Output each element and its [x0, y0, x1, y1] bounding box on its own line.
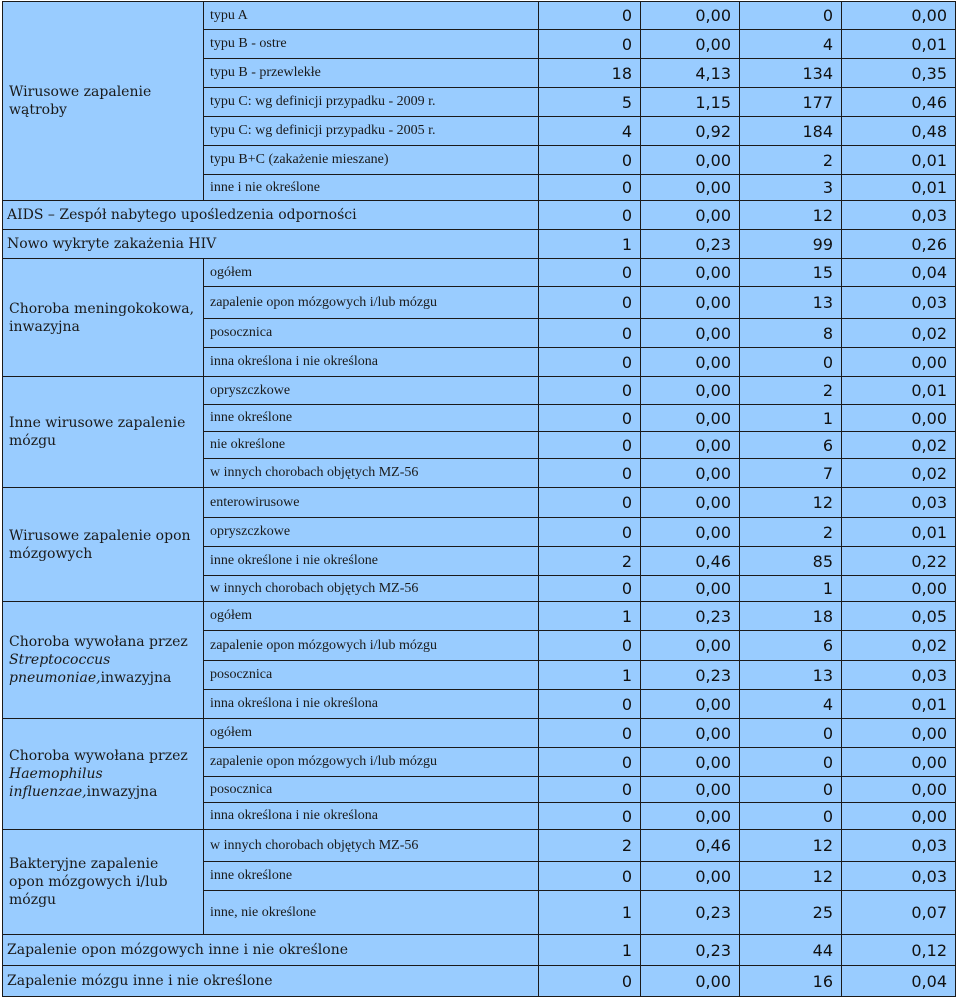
cases-count: 0 [539, 201, 641, 230]
cases-count: 0 [539, 690, 641, 719]
cases-count-cumulative: 2 [740, 377, 842, 405]
subcategory-label: ogółem [204, 719, 539, 748]
table-row [3, 2, 956, 30]
incidence-rate: 0,00 [641, 690, 740, 719]
incidence-rate-cumulative: 0,03 [842, 488, 956, 518]
incidence-rate-cumulative: 0,48 [842, 117, 956, 146]
subcategory-label: inna określona i nie określona [204, 803, 539, 830]
cases-count-cumulative: 15 [740, 259, 842, 287]
incidence-rate: 0,00 [641, 259, 740, 287]
incidence-rate: 0,23 [641, 230, 740, 259]
cases-count-cumulative: 4 [740, 690, 842, 719]
category-label: Wirusowe zapalenie wątroby [3, 2, 204, 201]
incidence-rate-cumulative: 0,00 [842, 2, 956, 30]
subcategory-label: opryszczkowe [204, 377, 539, 405]
cases-count-cumulative: 0 [740, 748, 842, 777]
cases-count-cumulative: 4 [740, 30, 842, 59]
cases-count-cumulative: 1 [740, 576, 842, 602]
disease-statistics-table [2, 1, 956, 997]
cases-count-cumulative: 184 [740, 117, 842, 146]
incidence-rate: 0,46 [641, 547, 740, 576]
cases-count-cumulative: 0 [740, 348, 842, 377]
incidence-rate-cumulative: 0,02 [842, 631, 956, 661]
cases-count: 0 [539, 30, 641, 59]
cases-count: 0 [539, 175, 641, 201]
cases-count: 0 [539, 862, 641, 891]
cases-count: 0 [539, 432, 641, 459]
full-row-label: AIDS – Zespół nabytego upośledzenia odporności [3, 201, 539, 230]
cases-count: 1 [539, 891, 641, 935]
cases-count-cumulative: 6 [740, 432, 842, 459]
incidence-rate: 0,23 [641, 891, 740, 935]
subcategory-label: w innych chorobach objętych MZ-56 [204, 459, 539, 488]
cases-count: 0 [539, 377, 641, 405]
cases-count: 1 [539, 602, 641, 631]
cases-count-cumulative: 12 [740, 201, 842, 230]
cases-count: 0 [539, 319, 641, 348]
cases-count: 0 [539, 2, 641, 30]
full-row-label: Zapalenie mózgu inne i nie określone [3, 966, 539, 997]
incidence-rate-cumulative: 0,02 [842, 459, 956, 488]
incidence-rate: 0,00 [641, 30, 740, 59]
cases-count: 1 [539, 935, 641, 966]
cases-count-cumulative: 8 [740, 319, 842, 348]
cases-count: 0 [539, 405, 641, 432]
incidence-rate: 0,00 [641, 405, 740, 432]
incidence-rate: 0,00 [641, 488, 740, 518]
incidence-rate: 0,00 [641, 287, 740, 319]
cases-count-cumulative: 0 [740, 719, 842, 748]
incidence-rate: 0,00 [641, 377, 740, 405]
incidence-rate-cumulative: 0,01 [842, 175, 956, 201]
cases-count-cumulative: 1 [740, 405, 842, 432]
cases-count: 5 [539, 88, 641, 117]
table-row [3, 830, 956, 862]
table-row [3, 966, 956, 997]
incidence-rate-cumulative: 0,01 [842, 377, 956, 405]
cases-count: 2 [539, 830, 641, 862]
subcategory-label: w innych chorobach objętych MZ-56 [204, 830, 539, 862]
incidence-rate-cumulative: 0,00 [842, 748, 956, 777]
subcategory-label: ogółem [204, 602, 539, 631]
incidence-rate-cumulative: 0,03 [842, 830, 956, 862]
subcategory-label: typu C: wg definicji przypadku - 2009 r. [204, 88, 539, 117]
incidence-rate: 0,00 [641, 862, 740, 891]
subcategory-label: inne określone [204, 862, 539, 891]
cases-count-cumulative: 85 [740, 547, 842, 576]
incidence-rate: 0,00 [641, 432, 740, 459]
incidence-rate: 4,13 [641, 59, 740, 88]
subcategory-label: typu C: wg definicji przypadku - 2005 r. [204, 117, 539, 146]
table-row [3, 488, 956, 518]
pathogen-name: Streptococcus pneumoniae, [9, 652, 111, 686]
table-row [3, 201, 956, 230]
incidence-rate: 0,00 [641, 459, 740, 488]
incidence-rate-cumulative: 0,01 [842, 690, 956, 719]
cases-count-cumulative: 12 [740, 862, 842, 891]
subcategory-label: inna określona i nie określona [204, 348, 539, 377]
incidence-rate: 0,23 [641, 602, 740, 631]
incidence-rate: 0,00 [641, 2, 740, 30]
cases-count: 0 [539, 488, 641, 518]
cases-count-cumulative: 177 [740, 88, 842, 117]
cases-count-cumulative: 0 [740, 777, 842, 803]
subcategory-label: typu B+C (zakażenie mieszane) [204, 146, 539, 175]
incidence-rate-cumulative: 0,26 [842, 230, 956, 259]
incidence-rate-cumulative: 0,03 [842, 661, 956, 690]
cases-count-cumulative: 13 [740, 661, 842, 690]
subcategory-label: posocznica [204, 661, 539, 690]
category-label-suffix: inwazyjna [100, 670, 172, 686]
table-row [3, 259, 956, 287]
cases-count: 0 [539, 966, 641, 997]
category-label: Choroba meningokokowa, inwazyjna [3, 259, 204, 377]
category-label [3, 719, 204, 830]
incidence-rate-cumulative: 0,01 [842, 518, 956, 547]
incidence-rate-cumulative: 0,35 [842, 59, 956, 88]
cases-count: 0 [539, 576, 641, 602]
cases-count-cumulative: 25 [740, 891, 842, 935]
table-row [3, 377, 956, 405]
category-label: Wirusowe zapalenie opon mózgowych [3, 488, 204, 602]
table-row [3, 230, 956, 259]
cases-count: 0 [539, 259, 641, 287]
subcategory-label: inne określone i nie określone [204, 547, 539, 576]
subcategory-label: zapalenie opon mózgowych i/lub mózgu [204, 748, 539, 777]
incidence-rate: 0,46 [641, 830, 740, 862]
cases-count: 0 [539, 748, 641, 777]
cases-count: 0 [539, 459, 641, 488]
subcategory-label: inne i nie określone [204, 175, 539, 201]
cases-count-cumulative: 12 [740, 830, 842, 862]
incidence-rate-cumulative: 0,03 [842, 287, 956, 319]
subcategory-label: typu A [204, 2, 539, 30]
incidence-rate-cumulative: 0,05 [842, 602, 956, 631]
subcategory-label: zapalenie opon mózgowych i/lub mózgu [204, 631, 539, 661]
cases-count-cumulative: 0 [740, 2, 842, 30]
incidence-rate: 0,00 [641, 631, 740, 661]
cases-count-cumulative: 2 [740, 146, 842, 175]
incidence-rate-cumulative: 0,22 [842, 547, 956, 576]
cases-count-cumulative: 12 [740, 488, 842, 518]
incidence-rate-cumulative: 0,00 [842, 576, 956, 602]
cases-count: 0 [539, 631, 641, 661]
subcategory-label: inna określona i nie określona [204, 690, 539, 719]
subcategory-label: enterowirusowe [204, 488, 539, 518]
category-label-part: Choroba wywołana przez [9, 634, 188, 650]
category-label: Bakteryjne zapalenie opon mózgowych i/lub mózgu [3, 830, 204, 935]
cases-count-cumulative: 3 [740, 175, 842, 201]
subcategory-label: nie określone [204, 432, 539, 459]
table-row [3, 719, 956, 748]
cases-count: 1 [539, 661, 641, 690]
incidence-rate-cumulative: 0,00 [842, 719, 956, 748]
subcategory-label: typu B - ostre [204, 30, 539, 59]
category-label: Inne wirusowe zapalenie mózgu [3, 377, 204, 488]
incidence-rate: 0,00 [641, 719, 740, 748]
incidence-rate-cumulative: 0,00 [842, 803, 956, 830]
cases-count-cumulative: 2 [740, 518, 842, 547]
incidence-rate: 0,00 [641, 319, 740, 348]
incidence-rate: 0,00 [641, 777, 740, 803]
incidence-rate-cumulative: 0,00 [842, 348, 956, 377]
subcategory-label: zapalenie opon mózgowych i/lub mózgu [204, 287, 539, 319]
cases-count-cumulative: 44 [740, 935, 842, 966]
incidence-rate: 0,00 [641, 576, 740, 602]
incidence-rate: 0,00 [641, 803, 740, 830]
cases-count-cumulative: 134 [740, 59, 842, 88]
cases-count: 0 [539, 146, 641, 175]
incidence-rate-cumulative: 0,02 [842, 319, 956, 348]
incidence-rate: 0,00 [641, 348, 740, 377]
subcategory-label: inne określone [204, 405, 539, 432]
cases-count: 0 [539, 803, 641, 830]
incidence-rate-cumulative: 0,46 [842, 88, 956, 117]
incidence-rate-cumulative: 0,03 [842, 862, 956, 891]
cases-count: 18 [539, 59, 641, 88]
incidence-rate: 0,23 [641, 935, 740, 966]
table-row [3, 935, 956, 966]
incidence-rate: 1,15 [641, 88, 740, 117]
incidence-rate-cumulative: 0,12 [842, 935, 956, 966]
category-label [3, 602, 204, 719]
cases-count-cumulative: 0 [740, 803, 842, 830]
incidence-rate-cumulative: 0,00 [842, 405, 956, 432]
cases-count-cumulative: 6 [740, 631, 842, 661]
table-row [3, 602, 956, 631]
incidence-rate: 0,23 [641, 661, 740, 690]
cases-count-cumulative: 99 [740, 230, 842, 259]
cases-count: 2 [539, 547, 641, 576]
cases-count: 0 [539, 348, 641, 377]
cases-count-cumulative: 13 [740, 287, 842, 319]
cases-count: 0 [539, 518, 641, 547]
cases-count-cumulative: 16 [740, 966, 842, 997]
incidence-rate: 0,00 [641, 518, 740, 547]
subcategory-label: inne, nie określone [204, 891, 539, 935]
cases-count: 0 [539, 777, 641, 803]
cases-count: 0 [539, 287, 641, 319]
category-label-suffix: inwazyjna [86, 784, 158, 800]
subcategory-label: typu B - przewlekłe [204, 59, 539, 88]
subcategory-label: ogółem [204, 259, 539, 287]
incidence-rate-cumulative: 0,07 [842, 891, 956, 935]
pathogen-name: Haemophilus influenzae, [9, 766, 103, 800]
subcategory-label: opryszczkowe [204, 518, 539, 547]
incidence-rate-cumulative: 0,04 [842, 259, 956, 287]
incidence-rate-cumulative: 0,02 [842, 432, 956, 459]
cases-count-cumulative: 7 [740, 459, 842, 488]
incidence-rate-cumulative: 0,04 [842, 966, 956, 997]
incidence-rate-cumulative: 0,01 [842, 146, 956, 175]
incidence-rate: 0,00 [641, 966, 740, 997]
incidence-rate: 0,00 [641, 175, 740, 201]
incidence-rate: 0,00 [641, 146, 740, 175]
subcategory-label: posocznica [204, 777, 539, 803]
full-row-label: Nowo wykryte zakażenia HIV [3, 230, 539, 259]
incidence-rate: 0,00 [641, 201, 740, 230]
category-label-part: Choroba wywołana przez [9, 748, 188, 764]
incidence-rate: 0,92 [641, 117, 740, 146]
cases-count: 0 [539, 719, 641, 748]
cases-count: 4 [539, 117, 641, 146]
cases-count-cumulative: 18 [740, 602, 842, 631]
subcategory-label: posocznica [204, 319, 539, 348]
cases-count: 1 [539, 230, 641, 259]
incidence-rate-cumulative: 0,03 [842, 201, 956, 230]
incidence-rate-cumulative: 0,01 [842, 30, 956, 59]
incidence-rate-cumulative: 0,00 [842, 777, 956, 803]
subcategory-label: w innych chorobach objętych MZ-56 [204, 576, 539, 602]
full-row-label: Zapalenie opon mózgowych inne i nie określone [3, 935, 539, 966]
incidence-rate: 0,00 [641, 748, 740, 777]
